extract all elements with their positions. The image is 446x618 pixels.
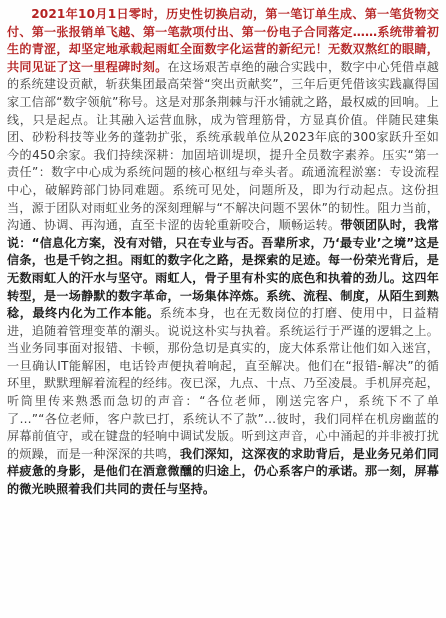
team-leadership-text: 带领团队时，我常说：“信息化方案，没有对错，只在专业与否。吾辈所求，乃‘最专业’之境”这是信条，也是千钧之担。雨虹的数字化之路，是探索的足迹。每一份荣光背后，是无数雨虹人的汗水与坚守。雨虹人，骨子里有朴实的底色和执着的劲儿。这四年转型，是一场静默的数字革命，一场集体淬炼。系统、流程、制度，从陌生到熟稔，最终内化为工作本能。 — [7, 218, 439, 321]
shared-responsibility-text: 我们深知，这深夜的求助背后，是业务兄弟们同样疲惫的身影，是他们在酒意微醺的归途上，仍心系客户的承诺。那一刻，屏幕的微光映照着我们共同的责任与坚持。 — [7, 446, 439, 497]
launch-milestone-text: 2021年10月1日零时，历史性切换启动，第一笔订单生成、第一笔货物交付、第一张报销单飞越、第一笔款项付出、第一份电子合同落定……系统带着初生的青涩，却坚定地承载起雨虹全面数字化运营的新纪元！无数双熬红的眼睛，共同见证了这一里程碑时刻。 — [7, 7, 439, 74]
system-practice-text: 在这场艰苦卓绝的融合实践中，数字中心凭借卓越的系统建设贡献，斩获集团最高荣誉“突出贡献奖”，三年后更凭借该实践赢得国家工信部“数字领航”称号。这是对那条荆棘与汗水铺就之路，最权威的回响。上线，只是起点。让其融入运营血脉，成为管理筋骨，方显真价值。伴随民建集团、砂粉科技等业务的蓬勃扩张，系统承载单位从2023年底的300家跃升至如今的450余家。我们持续深耕：加固培训堤坝，提升全员数字素养。压实“第一责任”：数字中心成为系统问题的核心枢纽与牵头者。疏通流程淤塞：专设流程中心，破解跨部门协同难题。系统可见处，问题所及，即为行动起点。这份担当，源于团队对雨虹业务的深刻理解与“不解决问题不罢休”的韧性。阻力当前，沟通、协调、再沟通，直至卡涩的齿轮重新咬合，顺畅运转。 — [7, 59, 439, 233]
article-body — [7, 6, 439, 499]
late-night-support-text: 系统本身，也在无数岗位的打磨、使用中，日益精进，追随着管理变革的潮头。说说这朴实与执着。系统运行于严谨的逻辑之上。当业务同事面对报错、卡顿，那份急切是真实的，庞大体系常让他们如入迷宫，一旦确认IT能解困，电话铃声便执着响起，直至解决。他们在“报错-解决”的循环里，默默理解着流程的经纬。夜已深，九点、十点、乃至凌晨。手机屏亮起，听筒里传来熟悉而急切的声音：“各位老师，刚送完客户，系统下不了单了…”“各位老师，客户款已打，系统认不了款”…彼时，我们同样在机房幽蓝的屏幕前值守，或在键盘的轻响中调试发版。听到这声音，心中涌起的并非被打扰的烦躁，而是一种深深的共鸣， — [7, 306, 439, 461]
